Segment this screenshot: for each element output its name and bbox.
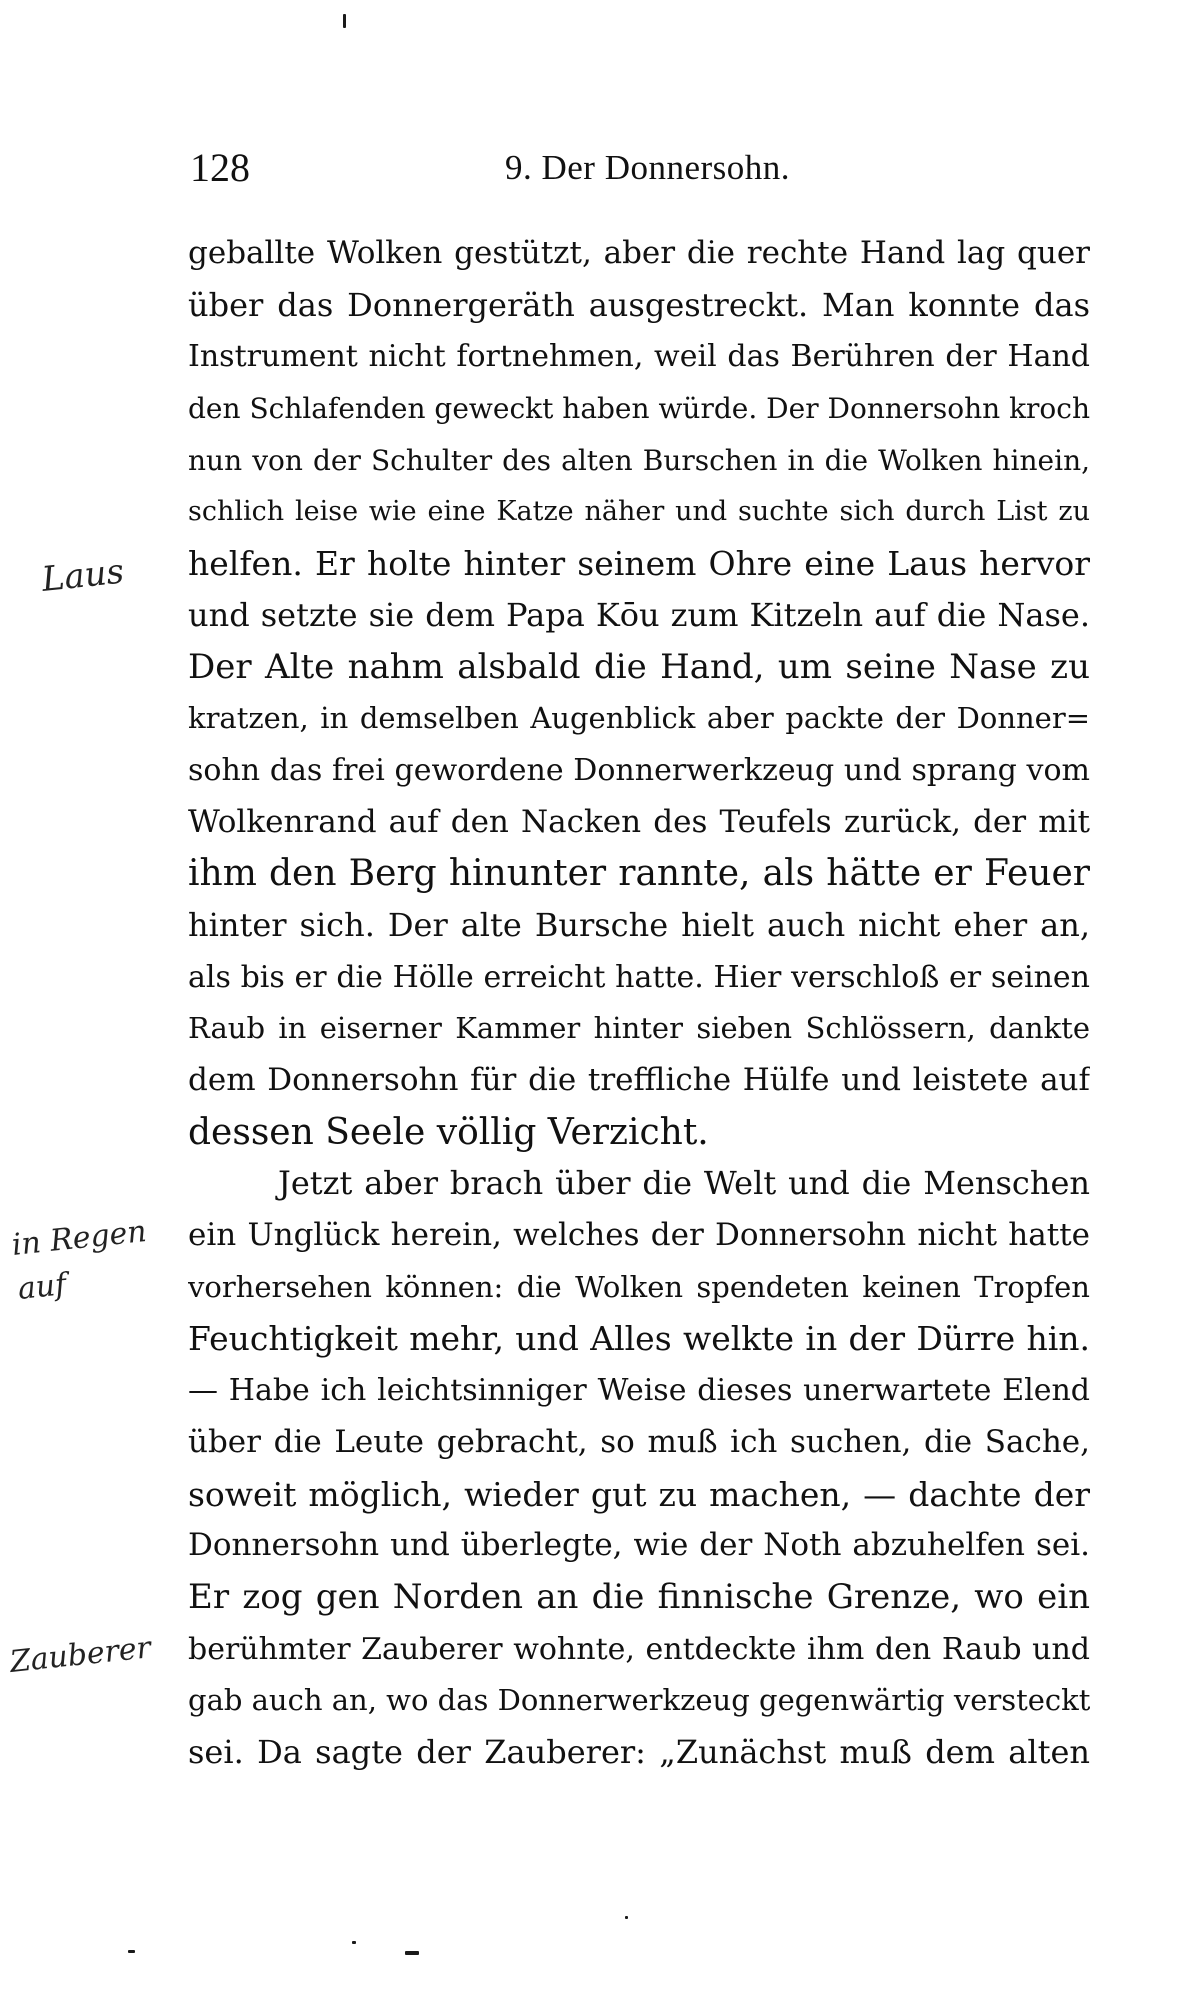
- text-line: vorhersehen können: die Wolken spendeten keinen Tropfen: [188, 1269, 1090, 1304]
- text-line: — Habe ich leichtsinniger Weise dieses unerwartete Elend: [188, 1373, 1090, 1409]
- text-line: sei. Da sagte der Zauberer: „Zunächst muß dem alten: [188, 1732, 1090, 1771]
- text-line: kratzen, in demselben Augenblick aber packte der Donner=: [188, 701, 1090, 736]
- ink-speck: [128, 1950, 135, 1953]
- text-line: über die Leute gebracht, so muß ich suchen, die Sache,: [188, 1423, 1090, 1460]
- text-line: Donnersohn und überlegte, wie der Noth abzuhelfen sei.: [188, 1527, 1090, 1564]
- margin-note-auf: auf: [16, 1267, 68, 1307]
- text-line: gab auch an, wo das Donnerwerkzeug gegenwärtig versteckt: [188, 1683, 1090, 1718]
- paragraph-start-line: Jetzt aber brach über die Welt und die Menschen: [278, 1164, 1090, 1203]
- text-line: Wolkenrand auf den Nacken des Teufels zurück, der mit: [188, 803, 1090, 840]
- text-line: geballte Wolken gestützt, aber die rechte Hand lag quer: [188, 235, 1090, 271]
- ink-speck: [405, 1951, 419, 1955]
- ink-speck: [343, 14, 346, 28]
- ink-speck: [352, 1941, 356, 1944]
- text-line: über das Donnergeräth ausgestreckt. Man konnte das: [188, 285, 1090, 324]
- body-text: [188, 228, 1090, 1779]
- text-line: als bis er die Hölle erreicht hatte. Hier verschloß er seinen: [188, 959, 1090, 995]
- text-line: nun von der Schulter des alten Burschen in die Wolken hinein,: [188, 443, 1090, 477]
- text-line: Raub in eiserner Kammer hinter sieben Schlössern, dankte: [188, 1011, 1090, 1046]
- page-header: [190, 138, 1090, 198]
- text-line: berühmter Zauberer wohnte, entdeckte ihm den Raub und: [188, 1631, 1090, 1667]
- text-line: sohn das frei gewordene Donnerwerkzeug und sprang vom: [188, 752, 1090, 788]
- margin-note-zauberer: Zauberer: [8, 1630, 153, 1680]
- page-number: 128: [190, 145, 250, 190]
- text-line: soweit möglich, wieder gut zu machen, — dachte der: [188, 1474, 1090, 1514]
- text-line: Feuchtigkeit mehr, und Alles welkte in der Dürre hin.: [188, 1319, 1090, 1359]
- text-line: dem Donnersohn für die treffliche Hülfe und leistete auf: [188, 1062, 1090, 1098]
- text-line: helfen. Er holte hinter seinem Ohre eine Laus hervor: [188, 544, 1090, 584]
- margin-note-regen: in Regen: [10, 1213, 149, 1263]
- text-line: Der Alte nahm alsbald die Hand, um seine Nase zu: [188, 646, 1090, 687]
- text-line: und setzte sie dem Papa Kōu zum Kitzeln auf die Nase.: [188, 595, 1090, 634]
- text-line: Er zog gen Norden an die finnische Grenze, wo ein: [188, 1576, 1090, 1617]
- text-line: schlich leise wie eine Katze näher und suchte sich durch List zu: [188, 496, 1090, 528]
- margin-note-laus: Laus: [39, 551, 126, 600]
- text-line: ihm den Berg hinunter rannte, als hätte er Feuer: [188, 853, 1090, 895]
- running-head: 9. Der Donnersohn.: [505, 148, 791, 187]
- text-line: ein Unglück herein, welches der Donnersohn nicht hatte: [188, 1217, 1090, 1254]
- text-line: den Schlafenden geweckt haben würde. Der Donnersohn kroch: [188, 392, 1090, 426]
- paragraph-end-line: dessen Seele völlig Verzicht.: [188, 1111, 709, 1153]
- text-line: hinter sich. Der alte Bursche hielt auch nicht eher an,: [188, 905, 1090, 944]
- text-line: Instrument nicht fortnehmen, weil das Berühren der Hand: [188, 339, 1090, 375]
- ink-speck: [625, 1916, 628, 1919]
